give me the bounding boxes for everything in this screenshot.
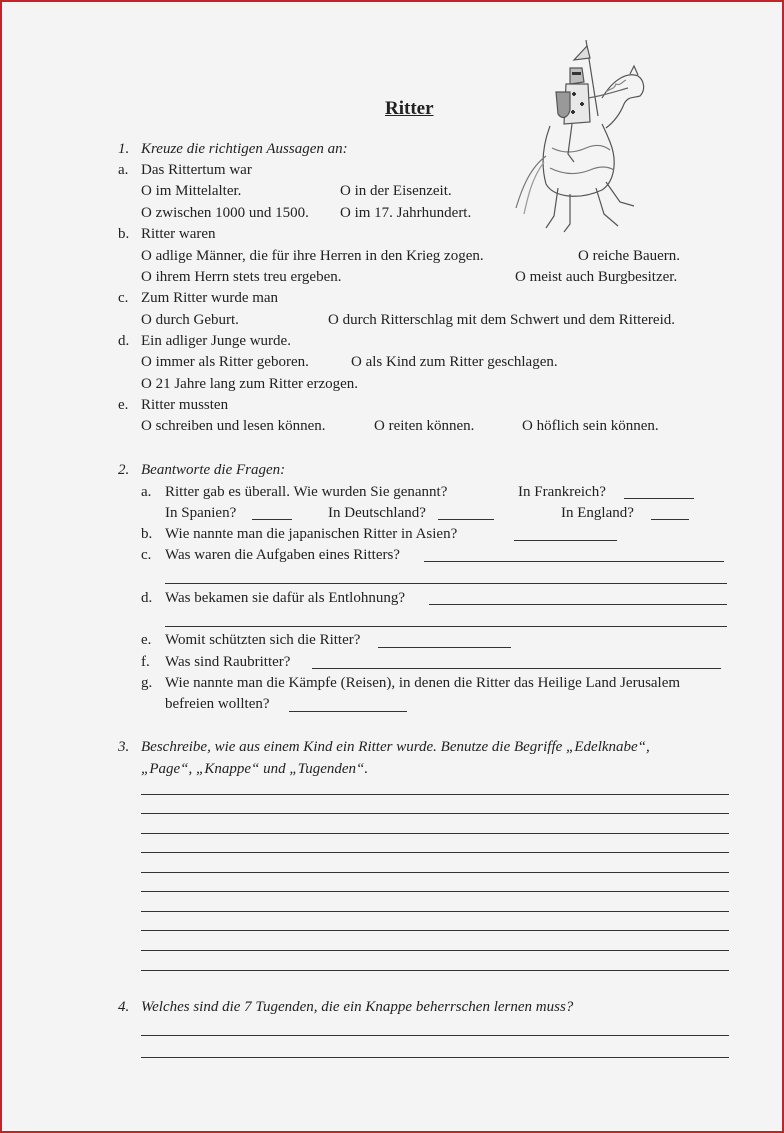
- q1c-letter: c.: [118, 290, 129, 306]
- q2b-text: Wie nannte man die japanischen Ritter in Asien?: [165, 526, 458, 542]
- q2f-text: Was sind Raubritter?: [165, 654, 291, 670]
- q2d-letter: d.: [141, 590, 153, 606]
- q1a-stem: Das Rittertum war: [141, 162, 252, 178]
- q2d-text: Was bekamen sie dafür als Entlohnung?: [165, 590, 405, 606]
- q3-answer-line[interactable]: [141, 852, 729, 853]
- q2g-answer-line[interactable]: [289, 711, 407, 712]
- q3-prompt: Beschreibe, wie aus einem Kind ein Ritter wurde. Benutze die Begriffe „Edelknabe“,: [141, 739, 650, 755]
- q2a-deutschland-answer-line[interactable]: [438, 519, 494, 520]
- q2c-text: Was waren die Aufgaben eines Ritters?: [165, 547, 400, 563]
- q1a-option[interactable]: O zwischen 1000 und 1500.: [141, 205, 309, 221]
- q2e-text: Womit schützten sich die Ritter?: [165, 632, 361, 648]
- q1a-letter: a.: [118, 162, 129, 178]
- q2g-text: Wie nannte man die Kämpfe (Reisen), in denen die Ritter das Heilige Land Jerusalem: [165, 675, 681, 691]
- q2e-letter: e.: [141, 632, 152, 648]
- q3-answer-line[interactable]: [141, 950, 729, 951]
- q1a-option[interactable]: O in der Eisenzeit.: [340, 183, 452, 199]
- q1b-letter: b.: [118, 226, 130, 242]
- q2a-england-label: In England?: [561, 505, 634, 521]
- q1c-option[interactable]: O durch Geburt.: [141, 312, 239, 328]
- q1d-letter: d.: [118, 333, 130, 349]
- q1-prompt: Kreuze die richtigen Aussagen an:: [141, 141, 348, 157]
- q2d-answer-line[interactable]: [429, 604, 727, 605]
- q1a-option[interactable]: O im 17. Jahrhundert.: [340, 205, 472, 221]
- q1c-stem: Zum Ritter wurde man: [141, 290, 279, 306]
- q2g-text: befreien wollten?: [165, 696, 270, 712]
- q1c-option[interactable]: O durch Ritterschlag mit dem Schwert und dem Rittereid.: [328, 312, 676, 328]
- q3-answer-line[interactable]: [141, 833, 729, 834]
- q1e-letter: e.: [118, 397, 129, 413]
- q1e-stem: Ritter mussten: [141, 397, 229, 413]
- knight-on-horse-illustration: [510, 38, 652, 236]
- q2c-answer-line[interactable]: [165, 583, 727, 584]
- q2a-text: Ritter gab es überall. Wie wurden Sie genannt?: [165, 484, 448, 500]
- q2a-frankreich-answer-line[interactable]: [624, 498, 694, 499]
- q3-prompt: „Page“, „Knappe“ und „Tugenden“.: [141, 761, 369, 777]
- q3-answer-line[interactable]: [141, 930, 729, 931]
- q2d-answer-line[interactable]: [165, 626, 727, 627]
- q2a-frankreich-label: In Frankreich?: [518, 484, 606, 500]
- q2a-letter: a.: [141, 484, 152, 500]
- q2a-spanien-label: In Spanien?: [165, 505, 237, 521]
- q3-answer-line[interactable]: [141, 891, 729, 892]
- q3-number: 3.: [118, 739, 130, 755]
- q2a-spanien-answer-line[interactable]: [252, 519, 292, 520]
- q4-answer-line[interactable]: [141, 1057, 729, 1058]
- q2a-deutschland-label: In Deutschland?: [328, 505, 426, 521]
- q1e-option[interactable]: O schreiben und lesen können.: [141, 418, 326, 434]
- q1d-option[interactable]: O als Kind zum Ritter geschlagen.: [351, 354, 558, 370]
- q2f-answer-line[interactable]: [312, 668, 721, 669]
- q1d-option[interactable]: O 21 Jahre lang zum Ritter erzogen.: [141, 376, 359, 392]
- q2-number: 2.: [118, 462, 130, 478]
- q4-number: 4.: [118, 999, 130, 1015]
- q1e-option[interactable]: O reiten können.: [374, 418, 475, 434]
- q2b-answer-line[interactable]: [514, 540, 617, 541]
- q3-answer-line[interactable]: [141, 911, 729, 912]
- q1-number: 1.: [118, 141, 130, 157]
- q2c-letter: c.: [141, 547, 152, 563]
- q1b-option[interactable]: O reiche Bauern.: [578, 248, 681, 264]
- q1d-stem: Ein adliger Junge wurde.: [141, 333, 291, 349]
- q1a-option[interactable]: O im Mittelalter.: [141, 183, 242, 199]
- q1b-stem: Ritter waren: [141, 226, 216, 242]
- q2b-letter: b.: [141, 526, 153, 542]
- q2e-answer-line[interactable]: [378, 647, 511, 648]
- q4-answer-line[interactable]: [141, 1035, 729, 1036]
- q4-prompt: Welches sind die 7 Tugenden, die ein Knappe beherrschen lernen muss?: [141, 999, 574, 1015]
- q1b-option[interactable]: O adlige Männer, die für ihre Herren in den Krieg zogen.: [141, 248, 484, 264]
- q1e-option[interactable]: O höflich sein können.: [522, 418, 659, 434]
- page-title: Ritter: [385, 98, 434, 119]
- q3-answer-line[interactable]: [141, 970, 729, 971]
- q1b-option[interactable]: O ihrem Herrn stets treu ergeben.: [141, 269, 342, 285]
- q1d-option[interactable]: O immer als Ritter geboren.: [141, 354, 309, 370]
- q2-prompt: Beantworte die Fragen:: [141, 462, 286, 478]
- q2a-england-answer-line[interactable]: [651, 519, 689, 520]
- q1b-option[interactable]: O meist auch Burgbesitzer.: [515, 269, 678, 285]
- q2c-answer-line[interactable]: [424, 561, 724, 562]
- q2g-letter: g.: [141, 675, 153, 691]
- q3-answer-line[interactable]: [141, 794, 729, 795]
- q3-answer-line[interactable]: [141, 813, 729, 814]
- q2f-letter: f.: [141, 654, 150, 670]
- q3-answer-line[interactable]: [141, 872, 729, 873]
